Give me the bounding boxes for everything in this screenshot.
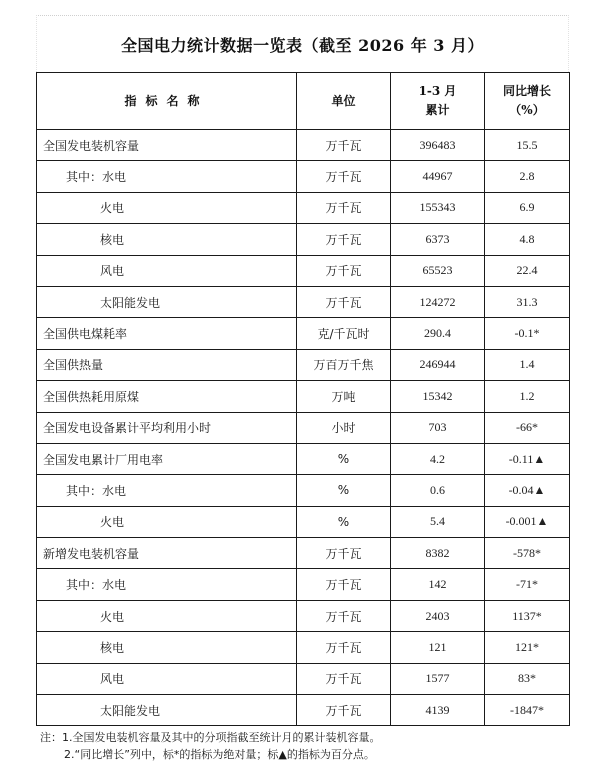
cell-yoy-growth: 22.4 xyxy=(485,255,570,286)
title-container xyxy=(36,15,569,72)
cell-unit: % xyxy=(297,506,391,537)
cell-indicator-name: 火电 xyxy=(37,192,297,223)
table-row xyxy=(37,192,570,223)
table-row xyxy=(37,695,570,726)
cell-indicator-name: 全国供电煤耗率 xyxy=(37,318,297,349)
cell-unit: % xyxy=(297,443,391,474)
cell-unit: 万千瓦 xyxy=(297,663,391,694)
header-cumulative-line2: 累计 xyxy=(425,103,450,117)
header-indicator-name: 指标名称 xyxy=(37,73,297,130)
cell-unit: 克/千瓦时 xyxy=(297,318,391,349)
cell-yoy-growth: -0.04▲ xyxy=(485,475,570,506)
table-row xyxy=(37,538,570,569)
cell-unit: 万百万千焦 xyxy=(297,349,391,380)
cell-cumulative-value: 142 xyxy=(391,569,485,600)
cell-yoy-growth: 6.9 xyxy=(485,192,570,223)
cell-unit: 万千瓦 xyxy=(297,695,391,726)
cell-indicator-name: 核电 xyxy=(37,632,297,663)
header-unit: 单位 xyxy=(297,73,391,130)
cell-unit: 万吨 xyxy=(297,381,391,412)
page-title: 全国电力统计数据一览表（截至 2026 年 3 月） xyxy=(121,35,484,55)
cell-cumulative-value: 65523 xyxy=(391,255,485,286)
cell-indicator-name: 其中：水电 xyxy=(37,161,297,192)
cell-yoy-growth: 4.8 xyxy=(485,224,570,255)
table-header-row xyxy=(37,73,570,130)
table-row xyxy=(37,224,570,255)
cell-yoy-growth: 83* xyxy=(485,663,570,694)
table-row xyxy=(37,381,570,412)
cell-unit: 万千瓦 xyxy=(297,538,391,569)
cell-unit: 万千瓦 xyxy=(297,161,391,192)
footnote-1: 注：1.全国发电装机容量及其中的分项指截至统计月的累计装机容量。 xyxy=(40,731,381,744)
cell-yoy-growth: -66* xyxy=(485,412,570,443)
cell-indicator-name: 全国供热量 xyxy=(37,349,297,380)
cell-indicator-name: 风电 xyxy=(37,663,297,694)
cell-cumulative-value: 290.4 xyxy=(391,318,485,349)
cell-yoy-growth: -578* xyxy=(485,538,570,569)
table-row xyxy=(37,412,570,443)
cell-cumulative-value: 396483 xyxy=(391,130,485,161)
cell-unit: 万千瓦 xyxy=(297,600,391,631)
table-row xyxy=(37,255,570,286)
table-row xyxy=(37,663,570,694)
header-cumulative xyxy=(391,73,485,130)
cell-unit: % xyxy=(297,475,391,506)
cell-indicator-name: 火电 xyxy=(37,506,297,537)
cell-yoy-growth: 2.8 xyxy=(485,161,570,192)
cell-indicator-name: 新增发电装机容量 xyxy=(37,538,297,569)
cell-unit: 万千瓦 xyxy=(297,255,391,286)
table-row xyxy=(37,130,570,161)
cell-indicator-name: 其中：水电 xyxy=(37,569,297,600)
cell-indicator-name: 火电 xyxy=(37,600,297,631)
table-row xyxy=(37,632,570,663)
cell-cumulative-value: 15342 xyxy=(391,381,485,412)
cell-yoy-growth: 1.4 xyxy=(485,349,570,380)
cell-indicator-name: 风电 xyxy=(37,255,297,286)
cell-unit: 万千瓦 xyxy=(297,130,391,161)
table-row xyxy=(37,161,570,192)
cell-yoy-growth: -1847* xyxy=(485,695,570,726)
cell-yoy-growth: -71* xyxy=(485,569,570,600)
statistics-table xyxy=(36,72,570,726)
cell-cumulative-value: 44967 xyxy=(391,161,485,192)
header-yoy-line2: （%） xyxy=(509,103,545,117)
cell-unit: 万千瓦 xyxy=(297,192,391,223)
cell-yoy-growth: 15.5 xyxy=(485,130,570,161)
footnotes xyxy=(40,729,580,763)
cell-indicator-name: 核电 xyxy=(37,224,297,255)
cell-indicator-name: 太阳能发电 xyxy=(37,695,297,726)
cell-indicator-name: 其中：水电 xyxy=(37,475,297,506)
table-row xyxy=(37,506,570,537)
cell-cumulative-value: 703 xyxy=(391,412,485,443)
cell-yoy-growth: -0.001▲ xyxy=(485,506,570,537)
header-cumulative-line1: 1-3 月 xyxy=(418,84,457,98)
cell-cumulative-value: 246944 xyxy=(391,349,485,380)
cell-cumulative-value: 155343 xyxy=(391,192,485,223)
cell-unit: 万千瓦 xyxy=(297,632,391,663)
cell-unit: 万千瓦 xyxy=(297,569,391,600)
table-row xyxy=(37,475,570,506)
cell-cumulative-value: 4.2 xyxy=(391,443,485,474)
table-row xyxy=(37,600,570,631)
cell-yoy-growth: 1137* xyxy=(485,600,570,631)
cell-yoy-growth: -0.11▲ xyxy=(485,443,570,474)
header-yoy-growth xyxy=(485,73,570,130)
table-row xyxy=(37,318,570,349)
cell-cumulative-value: 1577 xyxy=(391,663,485,694)
cell-cumulative-value: 0.6 xyxy=(391,475,485,506)
table-row xyxy=(37,286,570,317)
table-row xyxy=(37,349,570,380)
table-body xyxy=(37,130,570,726)
cell-cumulative-value: 8382 xyxy=(391,538,485,569)
cell-indicator-name: 全国发电装机容量 xyxy=(37,130,297,161)
cell-unit: 小时 xyxy=(297,412,391,443)
cell-cumulative-value: 124272 xyxy=(391,286,485,317)
cell-cumulative-value: 5.4 xyxy=(391,506,485,537)
cell-indicator-name: 全国发电累计厂用电率 xyxy=(37,443,297,474)
header-yoy-line1: 同比增长 xyxy=(502,84,551,98)
cell-yoy-growth: 31.3 xyxy=(485,286,570,317)
cell-cumulative-value: 121 xyxy=(391,632,485,663)
footnote-2: 2.“同比增长”列中，标*的指标为绝对量；标▲的指标为百分点。 xyxy=(64,748,375,761)
cell-cumulative-value: 4139 xyxy=(391,695,485,726)
cell-cumulative-value: 2403 xyxy=(391,600,485,631)
cell-yoy-growth: 121* xyxy=(485,632,570,663)
cell-indicator-name: 全国发电设备累计平均利用小时 xyxy=(37,412,297,443)
cell-yoy-growth: -0.1* xyxy=(485,318,570,349)
table-row xyxy=(37,569,570,600)
cell-cumulative-value: 6373 xyxy=(391,224,485,255)
cell-unit: 万千瓦 xyxy=(297,286,391,317)
cell-unit: 万千瓦 xyxy=(297,224,391,255)
cell-yoy-growth: 1.2 xyxy=(485,381,570,412)
cell-indicator-name: 全国供热耗用原煤 xyxy=(37,381,297,412)
cell-indicator-name: 太阳能发电 xyxy=(37,286,297,317)
table-row xyxy=(37,443,570,474)
